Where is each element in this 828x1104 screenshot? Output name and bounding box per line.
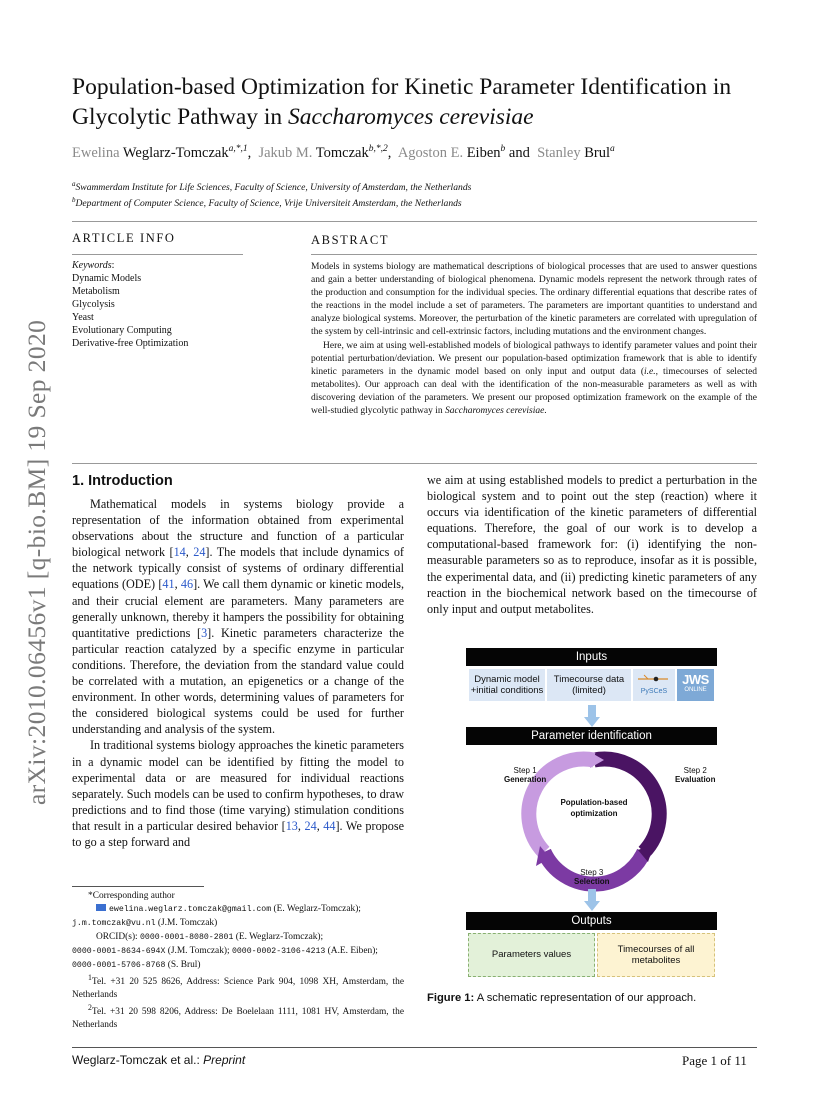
footnote-email-line: ewelina.weglarz.tomczak@gmail.com (E. Weglarz-Tomczak); bbox=[72, 903, 404, 917]
down-arrow-icon bbox=[584, 889, 600, 911]
pysces-graph-icon bbox=[636, 672, 672, 686]
citation-link[interactable]: 44 bbox=[323, 818, 336, 833]
down-arrow-icon bbox=[584, 705, 600, 727]
footer-divider bbox=[72, 1047, 757, 1048]
parameters-values-box: Parameters values bbox=[468, 933, 595, 977]
jws-online-logo bbox=[677, 669, 714, 701]
email-link[interactable]: j.m.tomczak@vu.nl bbox=[72, 918, 156, 928]
keywords-label: Keywords: bbox=[72, 260, 115, 271]
author-family-name: Eiben bbox=[466, 144, 501, 161]
author-family-name: Weglarz-Tomczak bbox=[122, 144, 229, 161]
abstract-text bbox=[311, 261, 757, 418]
footer-left: Weglarz-Tomczak et al.: Preprint bbox=[72, 1053, 246, 1067]
article-info-divider bbox=[72, 254, 243, 255]
footnote-orcid-line-3: 0000-0001-5706-8768 (S. Brul) bbox=[72, 959, 201, 970]
jws-label: JWS bbox=[682, 671, 709, 687]
keyword-item: Yeast bbox=[72, 312, 94, 323]
header-divider bbox=[72, 221, 757, 222]
arxiv-identifier: arXiv:2010.06456v1 [q-bio.BM] 19 Sep 2020 bbox=[22, 319, 51, 805]
footnote-1: $^1$Tel. +31 20 525 8626, Address: Science Park 904, 1098 XH, Amsterdam, the Netherlands bbox=[72, 973, 404, 1001]
citation-link[interactable]: 46 bbox=[180, 577, 194, 592]
title-line-2: Glycolytic Pathway in Saccharomyces cerevisiae bbox=[72, 104, 534, 130]
orcid-id: 0000-0001-5706-8768 bbox=[72, 960, 166, 970]
footnote-orcid-line: ORCID(s): 0000-0001-8080-2801 (E. Weglarz-Tomczak); bbox=[96, 931, 324, 942]
footnote-corresponding: *Corresponding author bbox=[88, 891, 175, 901]
footnote-orcid-line-2: 0000-0001-8634-694X (J.M. Tomczak); 0000-0002-3106-4213 (A.E. Eiben); bbox=[72, 945, 378, 956]
orcid-id: 0000-0002-3106-4213 bbox=[231, 946, 326, 956]
footnote-2: $^2$Tel. +31 20 598 8206, Address: De Boelelaan 1111, 1081 HV, Amsterdam, the Netherlands bbox=[72, 1003, 404, 1031]
intro-paragraph-2: In traditional systems biology approaches the kinetic parameters in a dynamic model can be identified by fitting the model to experimental data or are measured for individual reactions separately. Such models can be used to confirm hypotheses, to draw predictions and to find those (time varying) stimulation conditions that result in a particular desired behavior [13, 24, 44]. We propose to go a step forward and bbox=[72, 738, 404, 849]
step-1-label: Step 1 Generation bbox=[504, 766, 547, 784]
author-separator: , bbox=[387, 144, 398, 161]
email-link[interactable]: ewelina.weglarz.tomczak@gmail.com bbox=[109, 904, 272, 914]
author-family-name: Brul bbox=[584, 144, 610, 161]
timecourse-data-box: Timecourse data (limited) bbox=[547, 669, 631, 701]
footnote-rule bbox=[72, 886, 204, 887]
parameter-identification-header: Parameter identification bbox=[466, 727, 717, 745]
keyword-item: Evolutionary Computing bbox=[72, 325, 172, 336]
page-number: Page 1 of 11 bbox=[682, 1053, 747, 1068]
abstract-divider bbox=[311, 254, 757, 255]
figure-1 bbox=[466, 648, 717, 980]
author-name bbox=[398, 145, 537, 161]
figure-caption: Figure 1: A schematic representation of our approach. bbox=[427, 992, 697, 1004]
intro-paragraph-1: Mathematical models in systems biology provide a representation of the information obtained from experimental observations about the structure and function of a particular biological network [14, 24]. The models that include dynamics of the network typically consist of systems of ordinary differential equations (ODE) [41, 46]. We call them dynamic or kinetic models, and their crucial element are parameters. Many parameters are generally unknown, thereby it hampers the possibility for obtaining quantitative predictions [3]. Kinetic parameters characterize the particular reaction catalyzed by a specific enzyme in particular conditions. Therefore, the deviation from the standard value could be correlated with a mutation, an epigenetics or a change of the environment. In other words, determining values of parameters for the considered biological systems could be used for further understanding and analysis of the system. bbox=[72, 497, 404, 737]
author-affiliation-marker: b bbox=[500, 144, 506, 154]
jws-online-label: ONLINE bbox=[684, 687, 707, 693]
keyword-item: Derivative-free Optimization bbox=[72, 338, 189, 349]
keyword-item: Metabolism bbox=[72, 286, 120, 297]
pysces-label: PySCeS bbox=[640, 688, 668, 696]
title-line-1: Population-based Optimization for Kinetic Parameter Identification in bbox=[72, 74, 732, 100]
author-affiliation-marker: a,*,1 bbox=[228, 144, 248, 154]
author-affiliation-marker: b,*,2 bbox=[368, 144, 388, 154]
keywords-list bbox=[72, 272, 188, 350]
author-given-name: Stanley bbox=[537, 144, 585, 161]
author-given-name: Ewelina bbox=[72, 144, 123, 161]
citation-link[interactable]: 24 bbox=[304, 818, 317, 833]
citation-link[interactable]: 41 bbox=[162, 577, 175, 592]
pysces-logo bbox=[633, 669, 675, 701]
orcid-id: 0000-0001-8080-2801 bbox=[140, 932, 234, 942]
affiliation-b: $^b$Department of Computer Science, Faculty of Science, Vrije Universiteit Amsterdam, the Netherlands bbox=[72, 196, 462, 210]
footnote-email-line-2: j.m.tomczak@vu.nl (J.M. Tomczak) bbox=[72, 917, 218, 928]
abstract-paragraph-2: Here, we aim at using well-established models of biological pathways to identify parameter values and point their potential perturbation/deviation. We present our population-based optimization framework that is able to identify kinetic parameters in the dynamic model based on only input and output data (i.e., timecourses of selected metabolites). Our approach can deal with the identification of the non-measurable parameters as well as with discovering deviation of the parameters. We present our proposed optimization framework on the example of the well-studied glycolytic pathway in Saccharomyces cerevisiae. bbox=[311, 340, 757, 417]
intro-paragraph-continued: we aim at using established models to predict a perturbation in the biological system and to point out the step (reaction) where it occurs via identification of the kinetic parameters of differential equations. Therefore, the goal of our work is to develop a computational-based framework for: (i) identifying the non-measurable parameters so as to reproduce, insofar as it is possible, the experimental data, and (ii) predicting kinetic parameters of any reaction in the biochemical network based on the timecourse of only input and output metabolites. bbox=[427, 473, 757, 616]
citation-link[interactable]: 14 bbox=[173, 545, 186, 560]
intro-left-column bbox=[72, 496, 404, 850]
mail-icon bbox=[96, 904, 106, 911]
author-separator: , bbox=[247, 144, 259, 161]
author-given-name: Jakub M. bbox=[258, 144, 316, 161]
inputs-header: Inputs bbox=[466, 648, 717, 666]
author-family-name: Tomczak bbox=[315, 144, 369, 161]
citation-link[interactable]: 13 bbox=[285, 818, 298, 833]
keyword-item: Dynamic Models bbox=[72, 273, 142, 284]
intro-right-column bbox=[427, 472, 757, 617]
author-separator: and bbox=[505, 144, 538, 161]
section-heading-introduction: 1. Introduction bbox=[72, 473, 173, 489]
timecourses-box: Timecourses of all metabolites bbox=[597, 933, 715, 977]
author-affiliation-marker: a bbox=[609, 144, 615, 154]
step-3-label: Step 3 Selection bbox=[574, 868, 610, 886]
paper-title bbox=[72, 72, 772, 132]
outputs-header: Outputs bbox=[466, 912, 717, 930]
citation-link[interactable]: 3 bbox=[201, 625, 208, 640]
article-info-heading: ARTICLE INFO bbox=[72, 231, 176, 245]
footnotes bbox=[72, 890, 404, 1032]
orcid-id: 0000-0001-8634-694X bbox=[72, 946, 166, 956]
author-list bbox=[72, 144, 772, 162]
abstract-heading: ABSTRACT bbox=[311, 233, 390, 247]
step-2-label: Step 2 Evaluation bbox=[675, 766, 716, 784]
cycle-center-label: Population-based optimization bbox=[560, 798, 628, 818]
keywords-block bbox=[72, 259, 188, 350]
dynamic-model-box: Dynamic model +initial conditions bbox=[469, 669, 545, 701]
citation-link[interactable]: 24 bbox=[193, 545, 206, 560]
affiliation-a: $^a$Swammerdam Institute for Life Sciences, Faculty of Science, University of Amsterdam, the Netherlands bbox=[72, 180, 472, 194]
abstract-paragraph-1: Models in systems biology are mathematical descriptions of biological processes that are used to answer questions and gain a better understanding of biological phenomena. Dynamic models represent the network through rates of the production and consumption for the individual species. The ordinary differential equations that describe rates of the reactions in the model include a set of parameters. The parameters are important quantities to understand and analyze biological systems. Moreover, the perturbation of the kinetic parameters are correlated with upregulation of the system by cell-intrinsic and cell-extrinsic factors, including mutations and the environment changes. bbox=[311, 262, 757, 338]
author-given-name: Agoston E. bbox=[397, 144, 467, 161]
abstract-end-divider bbox=[72, 463, 757, 464]
keyword-item: Glycolysis bbox=[72, 299, 115, 310]
author-name bbox=[537, 145, 615, 161]
author-name bbox=[258, 145, 397, 161]
author-name bbox=[72, 145, 258, 161]
